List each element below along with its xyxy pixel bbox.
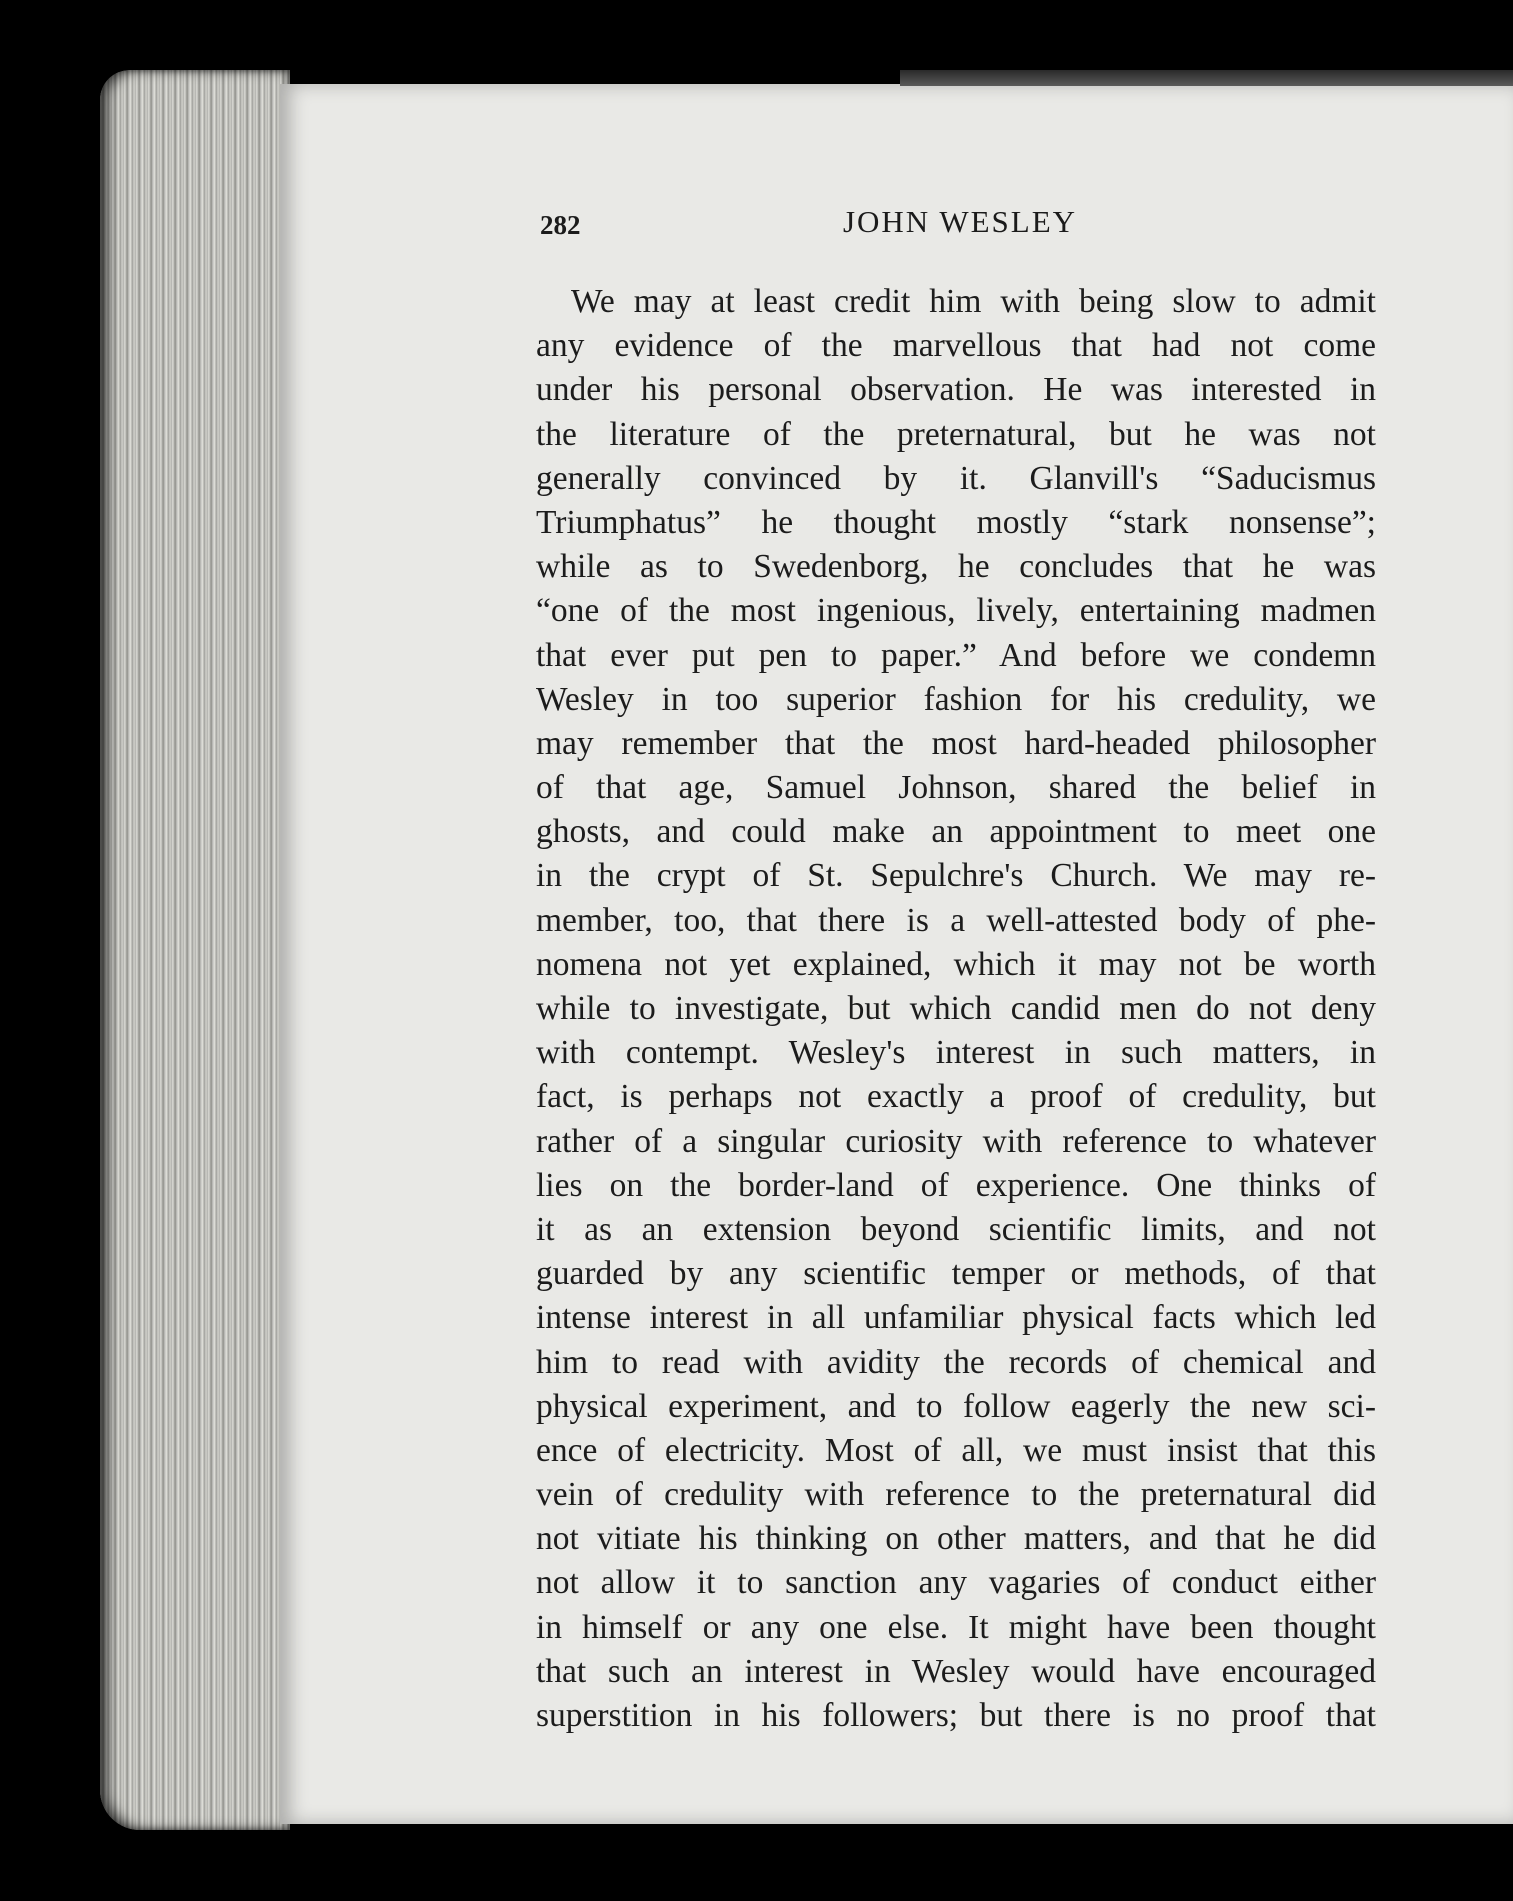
text-line: under his personal observation. He was interested in xyxy=(536,371,1376,409)
text-line: “one of the most ingenious, lively, entertaining madmen xyxy=(536,592,1376,630)
body-text xyxy=(536,280,1376,1738)
text-line: any evidence of the marvellous that had not come xyxy=(536,327,1376,365)
page-number: 282 xyxy=(540,210,581,240)
text-line: Triumphatus” he thought mostly “stark nonsense”; xyxy=(536,503,1376,541)
text-line: guarded by any scientific temper or methods, of that xyxy=(536,1255,1376,1293)
text-line: while to investigate, but which candid men do not deny xyxy=(536,990,1376,1027)
text-line: physical experiment, and to follow eagerly the new sci- xyxy=(536,1387,1376,1425)
text-line: the literature of the preternatural, but he was not xyxy=(536,415,1376,453)
text-line: with contempt. Wesley's interest in such matters, in xyxy=(536,1034,1376,1072)
text-line: generally convinced by it. Glanvill's “Saducismus xyxy=(536,459,1376,497)
text-line: in himself or any one else. It might have been thought xyxy=(536,1608,1376,1646)
text-line: nomena not yet explained, which it may not be worth xyxy=(536,945,1376,983)
running-head-title: JOHN WESLEY xyxy=(842,204,1078,239)
text-line: vein of credulity with reference to the preternatural did xyxy=(536,1476,1376,1514)
running-head xyxy=(540,204,1380,244)
text-line: member, too, that there is a well-attested body of phe- xyxy=(536,901,1376,939)
text-line: while as to Swedenborg, he concludes that he was xyxy=(536,548,1376,586)
text-line: not vitiate his thinking on other matters, and that he did xyxy=(536,1520,1376,1558)
text-line: Wesley in too superior fashion for his credulity, we xyxy=(536,680,1376,718)
text-line: that ever put pen to paper.” And before we condemn xyxy=(536,636,1376,674)
text-line: rather of a singular curiosity with reference to whatever xyxy=(536,1122,1376,1160)
text-line: fact, is perhaps not exactly a proof of credulity, but xyxy=(536,1078,1376,1116)
text-line: that such an interest in Wesley would have encouraged xyxy=(536,1652,1376,1690)
text-line: ghosts, and could make an appointment to meet one xyxy=(536,813,1376,851)
book-fore-edge xyxy=(100,70,290,1830)
text-line: We may at least credit him with being slow to admit xyxy=(571,283,1376,320)
text-line: him to read with avidity the records of chemical and xyxy=(536,1343,1376,1381)
text-line: lies on the border-land of experience. One thinks of xyxy=(536,1166,1376,1204)
text-line: of that age, Samuel Johnson, shared the belief in xyxy=(536,769,1376,807)
text-line: it as an extension beyond scientific limits, and not xyxy=(536,1210,1376,1248)
text-line: superstition in his followers; but there is no proof that xyxy=(536,1697,1376,1734)
text-line: in the crypt of St. Sepulchre's Church. We may re- xyxy=(536,857,1376,895)
text-line: intense interest in all unfamiliar physical facts which led xyxy=(536,1299,1376,1337)
text-line: not allow it to sanction any vagaries of conduct either xyxy=(536,1564,1376,1602)
text-line: ence of electricity. Most of all, we must insist that this xyxy=(536,1431,1376,1469)
facing-page-edge xyxy=(900,70,1513,86)
text-line: may remember that the most hard-headed philosopher xyxy=(536,724,1376,762)
